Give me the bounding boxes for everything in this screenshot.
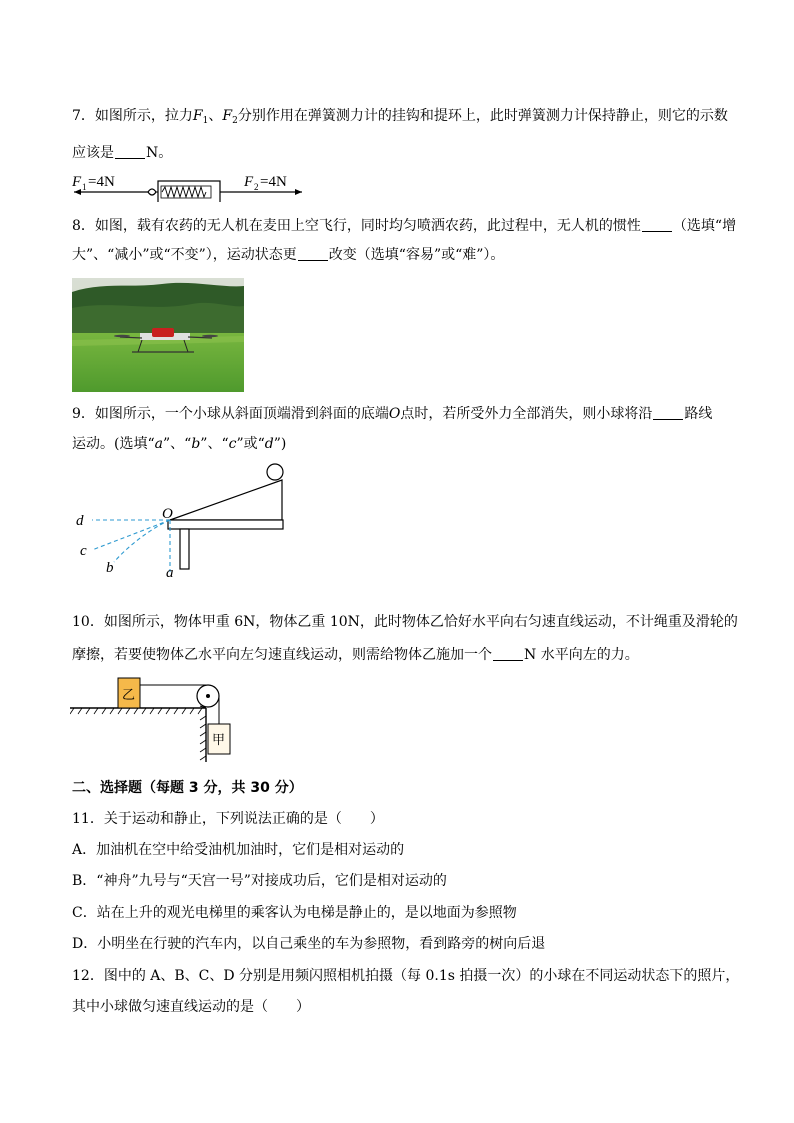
q10-text-a: 摩擦，若要使物体乙水平向左匀速直线运动，则需给物体乙施加一个 bbox=[72, 647, 492, 663]
q9-option-c: c bbox=[228, 436, 237, 452]
path-b bbox=[114, 520, 170, 562]
q8-blank-1[interactable] bbox=[642, 217, 672, 232]
q7-f2-subscript: 2 bbox=[232, 116, 238, 126]
fig-f2-subscript: 2 bbox=[254, 182, 259, 192]
spring-scale-figure bbox=[70, 166, 310, 202]
q7-f2-symbol: F bbox=[222, 108, 233, 124]
q9-text-a: 9．如图所示，一个小球从斜面顶端滑到斜面的底端 bbox=[72, 406, 389, 422]
fig-f2-value: =4N bbox=[260, 174, 287, 190]
label-a: a bbox=[166, 565, 174, 578]
label-b: b bbox=[106, 560, 114, 576]
q12-line1: 12．图中的 A、B、C、D 分别是用频闪照相机拍摄（每 0.1s 拍摄一次）的小球在不同运动状态下的照片， bbox=[72, 968, 740, 984]
q9-text-c: 路线 bbox=[684, 406, 713, 422]
q8-line1 bbox=[72, 216, 736, 236]
q7-answer-blank[interactable] bbox=[115, 144, 145, 159]
q9-text-end: ”) bbox=[273, 436, 287, 452]
fig-f1-subscript: 1 bbox=[82, 182, 87, 192]
q9-text-d: 运动。(选填“ bbox=[72, 436, 155, 452]
incline-slope bbox=[170, 480, 282, 520]
q10-answer-blank[interactable] bbox=[493, 646, 523, 661]
q8-text-d: 改变（选填“容易”或“难”）。 bbox=[328, 247, 505, 263]
q10-line1: 10．如图所示，物体甲重 6N，物体乙重 10N，此时物体乙恰好水平向右匀速直线运动，不计绳重及滑轮的 bbox=[72, 614, 738, 630]
q9-text-b: 点时，若所受外力全部消失，则小球将沿 bbox=[400, 406, 653, 422]
q8-line2 bbox=[72, 245, 504, 265]
q11-option-a[interactable]: A．加油机在空中给受油机加油时，它们是相对运动的 bbox=[72, 842, 405, 858]
q9-option-b: b bbox=[191, 436, 201, 452]
section-title: 二、选择题（每题 3 分，共 30 分） bbox=[72, 780, 303, 796]
fig-f1-value: =4N bbox=[88, 174, 115, 190]
block-yi-label: 乙 bbox=[122, 687, 136, 702]
label-d: d bbox=[76, 513, 84, 529]
q7-separator: 、 bbox=[208, 108, 223, 124]
incline-figure bbox=[70, 462, 300, 578]
q12-line2: 其中小球做匀速直线运动的是（ ） bbox=[72, 999, 310, 1015]
q11-option-c[interactable]: C．站在上升的观光电梯里的乘客认为电梯是静止的，是以地面为参照物 bbox=[72, 905, 517, 921]
drone-field-photo bbox=[72, 278, 244, 392]
table-hatching bbox=[70, 708, 202, 714]
q11-stem: 11．关于运动和静止，下列说法正确的是（ ） bbox=[72, 811, 384, 827]
fig-f2-label: F bbox=[244, 174, 254, 190]
q11-option-b[interactable]: B．“神舟”九号与“天宫一号”对接成功后，它们是相对运动的 bbox=[72, 873, 447, 889]
pulley-figure bbox=[70, 672, 270, 766]
q9-answer-blank[interactable] bbox=[653, 405, 683, 420]
q9-line1 bbox=[72, 404, 712, 424]
ball bbox=[267, 464, 283, 480]
label-c: c bbox=[80, 543, 87, 559]
block-jia-label: 甲 bbox=[212, 732, 226, 747]
q9-line2 bbox=[72, 434, 286, 454]
q7-line2 bbox=[72, 143, 172, 163]
q7-line1 bbox=[72, 106, 728, 131]
q9-option-a: a bbox=[154, 436, 163, 452]
q9-option-d: d bbox=[264, 436, 274, 452]
q9-point-o: O bbox=[388, 406, 401, 422]
q8-text-a: 8．如图，载有农药的无人机在麦田上空飞行，同时均匀喷洒农药，此过程中，无人机的惯性 bbox=[72, 218, 641, 234]
table-top bbox=[168, 520, 283, 529]
q7-f1-symbol: F bbox=[192, 108, 203, 124]
q7-text-a: 7．如图所示，拉力 bbox=[72, 108, 193, 124]
q7-text-c: 应该是 bbox=[72, 145, 114, 161]
fig-f1-label: F bbox=[72, 174, 82, 190]
q8-text-b: （选填“增 bbox=[672, 218, 737, 234]
q7-f1-subscript: 1 bbox=[202, 116, 209, 126]
q9-or: ”或“ bbox=[236, 436, 265, 452]
q10-line2 bbox=[72, 645, 639, 665]
right-arrow-head bbox=[295, 189, 302, 195]
hook bbox=[148, 189, 156, 195]
q9-sep-1: ”、“ bbox=[162, 436, 192, 452]
q8-blank-2[interactable] bbox=[298, 246, 328, 261]
q7-text-d: N。 bbox=[146, 145, 173, 161]
edge-hatching bbox=[200, 716, 206, 760]
q11-option-d[interactable]: D．小明坐在行驶的汽车内，以自己乘坐的车为参照物，看到路旁的树向后退 bbox=[72, 936, 546, 952]
q10-text-b: N 水平向左的力。 bbox=[524, 647, 639, 663]
table-leg bbox=[180, 529, 189, 569]
q9-sep-2: ”、“ bbox=[200, 436, 229, 452]
q8-text-c: 大”、“减小”或“不变”），运动状态更 bbox=[72, 247, 297, 263]
path-c bbox=[92, 520, 170, 550]
q7-text-b: 分别作用在弹簧测力计的挂钩和提环上，此时弹簧测力计保持静止，则它的示数 bbox=[237, 108, 728, 124]
label-o: O bbox=[162, 506, 173, 522]
pulley-axle bbox=[206, 694, 210, 698]
